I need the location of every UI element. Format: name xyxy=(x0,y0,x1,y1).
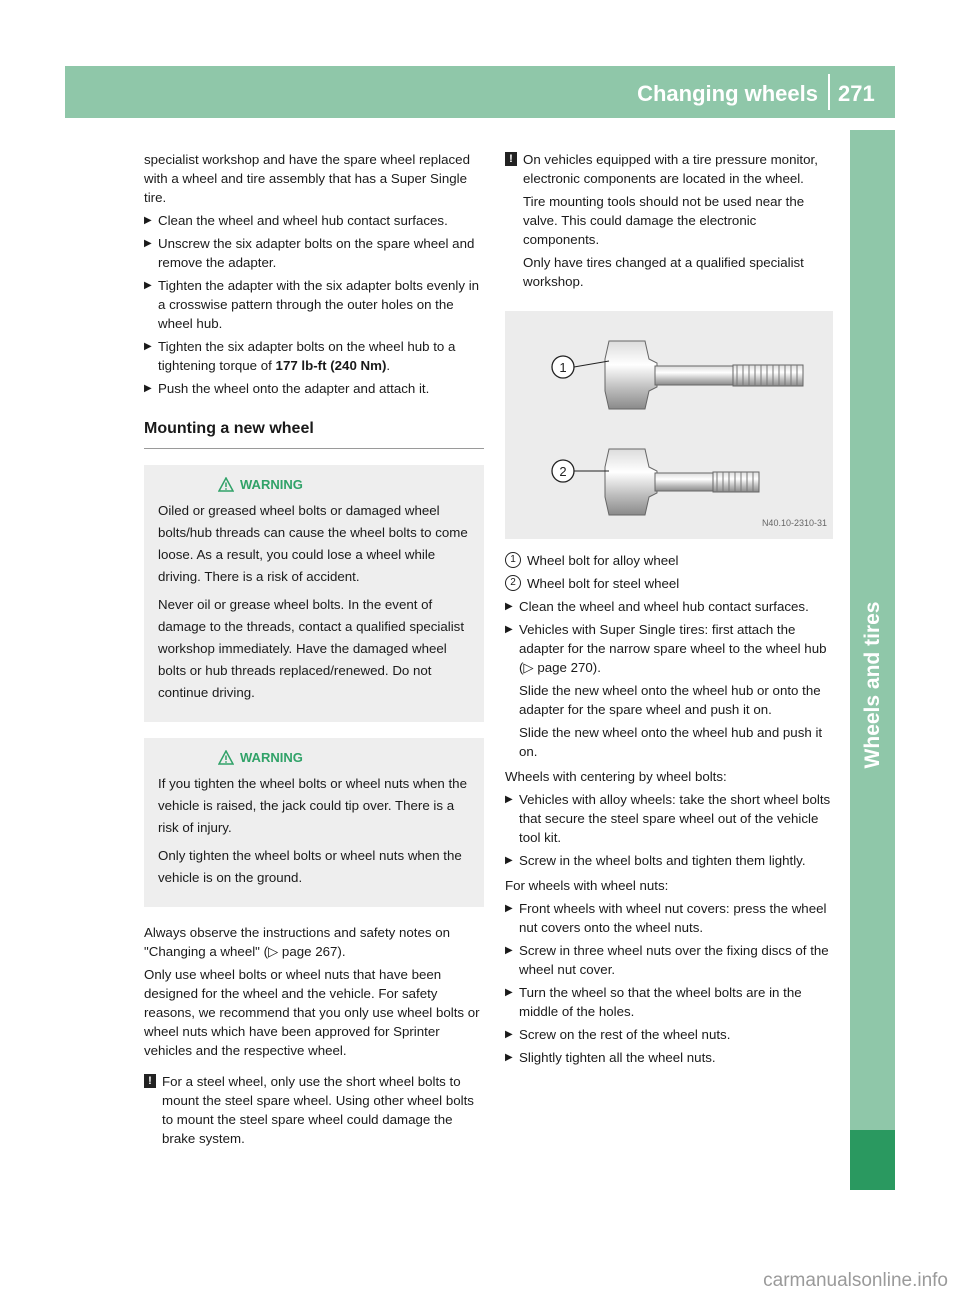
side-tab-label xyxy=(850,560,895,810)
step-item xyxy=(505,597,833,616)
step-arrow-icon: ▶ xyxy=(144,215,152,226)
note-item xyxy=(505,150,833,291)
step-arrow-icon: ▶ xyxy=(505,1052,513,1063)
watermark: carmanualsonline.info xyxy=(763,1270,948,1291)
right-column xyxy=(505,150,833,1071)
step-text: Clean the wheel and wheel hub contact surfaces. xyxy=(519,599,809,614)
note-exclamation-icon: ! xyxy=(505,152,517,166)
only-use-paragraph: Only use wheel bolts or wheel nuts that have been designed for the wheel and the vehicle. For safety reasons, we recommend that you only use wheel bolts or wheel nuts which have been approved for Sprinter vehicles and the respective wheel. xyxy=(144,967,480,1058)
warning-triangle-icon xyxy=(218,477,234,492)
intro-paragraph: specialist workshop and have the spare wheel replaced with a wheel and tire assembly that has a Super Single tire. xyxy=(144,152,470,205)
callout-1-label: 1 xyxy=(559,360,567,375)
note-text: Tire mounting tools should not be used near the valve. This could damage the electronic components. xyxy=(523,194,805,247)
figure-reference: N40.10-2310-31 xyxy=(761,518,827,528)
legend-number: 2 xyxy=(505,575,521,591)
step-arrow-icon: ▶ xyxy=(144,280,152,291)
step-item-torque xyxy=(144,337,484,375)
observe-paragraph: Always observe the instructions and safety notes on "Changing a wheel" (▷ page 267). xyxy=(144,925,450,959)
warning-text: Oiled or greased wheel bolts or damaged wheel bolts/hub threads can cause the wheel bolts to come loose. As a result, you could lose a wheel while driving. There is a risk of accident. xyxy=(158,503,468,584)
slide-hub-paragraph: Slide the new wheel onto the wheel hub and push it on. xyxy=(519,725,823,759)
warning-header xyxy=(158,748,470,767)
warning-triangle-icon xyxy=(218,750,234,765)
step-text: Turn the wheel so that the wheel bolts are in the middle of the holes. xyxy=(519,985,802,1019)
step-arrow-icon: ▶ xyxy=(144,341,152,352)
note-item xyxy=(144,1072,484,1148)
warning-box xyxy=(144,465,484,722)
wheel-bolt-figure xyxy=(505,311,833,539)
step-item xyxy=(144,276,484,333)
warning-text: Only tighten the wheel bolts or wheel nuts when the vehicle is on the ground. xyxy=(158,848,462,885)
step-item xyxy=(144,211,484,230)
step-item xyxy=(505,1025,833,1044)
note-exclamation-icon: ! xyxy=(144,1074,156,1088)
step-item xyxy=(505,1048,833,1067)
torque-step-suffix: . xyxy=(386,358,391,373)
warning-label: WARNING xyxy=(240,750,303,765)
warning-box xyxy=(144,738,484,907)
step-arrow-icon: ▶ xyxy=(505,601,513,612)
legend-text: Wheel bolt for steel wheel xyxy=(527,576,680,591)
steel-wheel-bolt xyxy=(605,449,759,515)
step-text: Slightly tighten all the wheel nuts. xyxy=(519,1050,716,1065)
step-arrow-icon: ▶ xyxy=(505,945,513,956)
step-arrow-icon: ▶ xyxy=(505,794,513,805)
alloy-wheel-bolt xyxy=(605,341,803,409)
step-arrow-icon: ▶ xyxy=(505,987,513,998)
step-item xyxy=(144,379,484,398)
step-item xyxy=(505,620,833,677)
callout-1 xyxy=(552,356,609,378)
callout-2 xyxy=(552,460,609,482)
step-item xyxy=(144,234,484,272)
step-arrow-icon: ▶ xyxy=(505,903,513,914)
step-item xyxy=(505,851,833,870)
step-text: Tighten the adapter with the six adapter bolts evenly in a crosswise pattern through the outer holes on the wheel hub. xyxy=(158,278,480,331)
step-arrow-icon: ▶ xyxy=(144,383,152,394)
torque-step-prefix: Tighten the six adapter bolts on the wheel hub to a tightening torque of xyxy=(158,339,456,373)
warning-header xyxy=(158,475,470,494)
legend-item xyxy=(505,574,833,593)
wheel-bolt-illustration xyxy=(505,311,833,539)
side-tab-marker xyxy=(850,1130,895,1190)
step-text: Front wheels with wheel nut covers: press the wheel nut covers onto the wheel nuts. xyxy=(519,901,827,935)
torque-value: 177 lb-ft (240 Nm) xyxy=(275,358,387,373)
step-item xyxy=(505,790,833,847)
section-heading-mounting: Mounting a new wheel xyxy=(144,418,484,449)
left-column xyxy=(144,150,484,1152)
step-text: Vehicles with alloy wheels: take the short wheel bolts that secure the steel spare wheel out of the vehicle tool kit. xyxy=(519,792,831,845)
callout-2-label: 2 xyxy=(559,464,567,479)
step-text: Screw in the wheel bolts and tighten them lightly. xyxy=(519,853,806,868)
warning-label: WARNING xyxy=(240,477,303,492)
note-text: On vehicles equipped with a tire pressure monitor, electronic components are located in the wheel. xyxy=(523,152,818,186)
step-text xyxy=(158,337,484,375)
step-text: Screw in three wheel nuts over the fixing discs of the wheel nut cover. xyxy=(519,943,829,977)
subheading-wheel-bolts: Wheels with centering by wheel bolts: xyxy=(505,769,727,784)
step-text: Screw on the rest of the wheel nuts. xyxy=(519,1027,731,1042)
subheading-wheel-nuts: For wheels with wheel nuts: xyxy=(505,878,669,893)
step-arrow-icon: ▶ xyxy=(144,238,152,249)
step-item xyxy=(505,983,833,1021)
warning-text: If you tighten the wheel bolts or wheel nuts when the vehicle is raised, the jack could tip over. There is a risk of injury. xyxy=(158,776,467,835)
legend-item xyxy=(505,551,833,570)
note-text: Only have tires changed at a qualified specialist workshop. xyxy=(523,255,804,289)
step-arrow-icon: ▶ xyxy=(505,1029,513,1040)
header-divider xyxy=(828,74,830,110)
step-text: Push the wheel onto the adapter and attach it. xyxy=(158,381,430,396)
step-text: Clean the wheel and wheel hub contact surfaces. xyxy=(158,213,448,228)
legend-text: Wheel bolt for alloy wheel xyxy=(527,553,679,568)
side-tab-text: Wheels and tires xyxy=(860,601,884,769)
warning-text: Never oil or grease wheel bolts. In the event of damage to the threads, contact a qualified specialist workshop immediately. Have the damaged wheel bolts or hub threads replaced/renewed. Do not continue driving. xyxy=(158,597,465,700)
step-item xyxy=(505,941,833,979)
legend-number: 1 xyxy=(505,552,521,568)
step-arrow-icon: ▶ xyxy=(505,624,513,635)
page-number: 271 xyxy=(838,81,875,106)
step-item xyxy=(505,899,833,937)
step-text: Unscrew the six adapter bolts on the spare wheel and remove the adapter. xyxy=(158,236,475,270)
page-title: Changing wheels xyxy=(637,81,818,106)
note-text: For a steel wheel, only use the short wheel bolts to mount the steel spare wheel. Using other wheel bolts to mount the steel spare wheel could damage the brake system. xyxy=(162,1074,474,1146)
step-arrow-icon: ▶ xyxy=(505,855,513,866)
slide-adapter-paragraph: Slide the new wheel onto the wheel hub or onto the adapter for the spare wheel and push it on. xyxy=(519,683,821,717)
step-text: Vehicles with Super Single tires: first attach the adapter for the narrow spare wheel to the wheel hub (▷ page 270). xyxy=(519,622,827,675)
